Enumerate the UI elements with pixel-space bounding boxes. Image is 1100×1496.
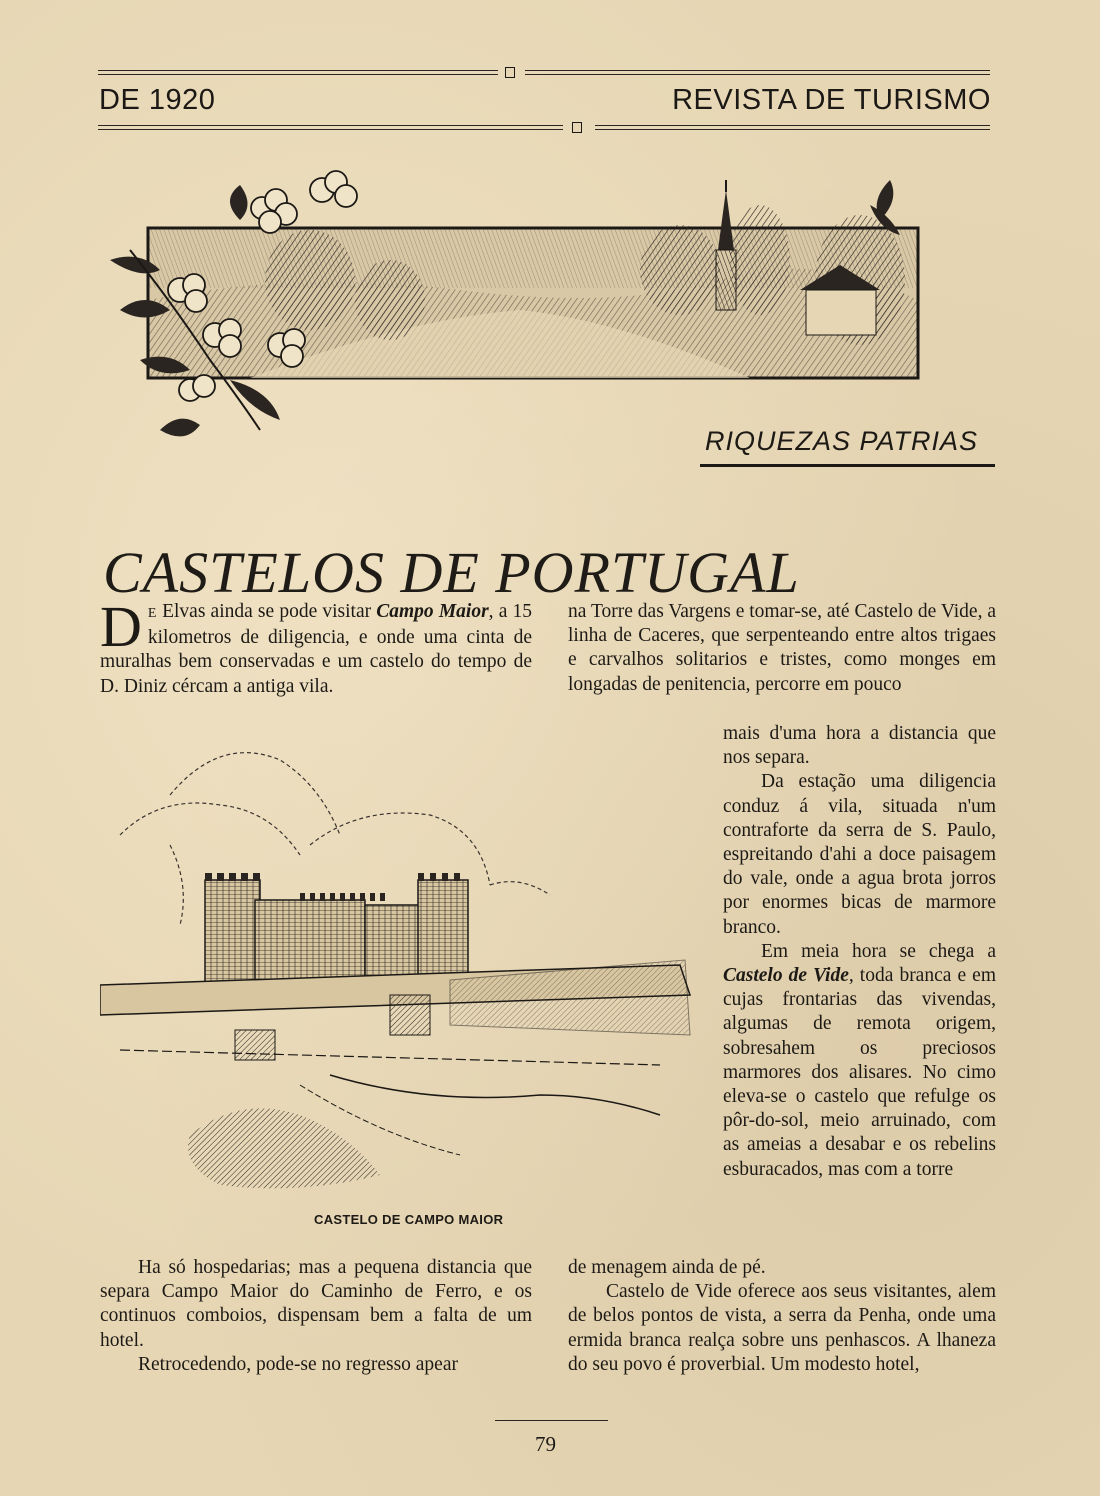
paragraph-text: , toda branca e em cujas frontarias das vivendas, algumas de remota origem, sobresahem os preciosos marmores dos alisares. No cimo eleva-se o castelo que refulge os pôr-do-sol, meio arruinado, com as ameias a desabar e os rebelins esburacados, mas com a torre xyxy=(723,965,996,1180)
header-magazine-name: REVISTA DE TURISMO xyxy=(672,84,991,116)
header-ornament-square xyxy=(572,122,582,133)
header-bottom-rule-left xyxy=(98,125,563,130)
paragraph-retrocedendo: Retrocedendo, pode-se no regresso apear xyxy=(138,1353,458,1375)
right-column-bottom xyxy=(568,1256,996,1377)
header-bottom-rule-right xyxy=(595,125,990,130)
header-top-rule-left xyxy=(98,70,498,75)
paragraph-hospedarias: Ha só hospedarias; mas a pequena distancia que separa Campo Maior do Caminho de Ferro, e os continuos comboios, dispensam bem a falta de um hotel. xyxy=(100,1257,532,1351)
paragraph-text: , a 15 kilometros de diligencia, e onde uma cinta de muralhas bem conservadas e um castelo do tempo de D. Diniz cércam a antiga vila. xyxy=(100,601,532,697)
paragraph-menagem: de menagem ainda de pé. xyxy=(568,1257,766,1278)
header-top-rule-right xyxy=(525,70,990,75)
section-title: RIQUEZAS PATRIAS xyxy=(705,426,979,456)
castle-of-campo-maior-illustration xyxy=(100,735,695,1205)
figure-caption: CASTELO DE CAMPO MAIOR xyxy=(314,1212,504,1227)
landscape-banner-illustration xyxy=(100,160,920,465)
dropcap-letter: D xyxy=(100,594,142,659)
paragraph-text: Elvas ainda se pode visitar xyxy=(156,601,377,622)
header-date: DE 1920 xyxy=(99,84,216,116)
left-column-top xyxy=(100,594,532,699)
page-number: 79 xyxy=(535,1432,556,1456)
paragraph-estacao: Da estação uma diligencia conduz á vila, situada n'um contraforte da serra de S. Paulo, espreitando d'ahi a doce paisagem do vale, onde a agua brota jorros por enormes bicas de marmore branco. xyxy=(723,771,996,938)
paragraph-castelo-vide xyxy=(723,940,996,1182)
paragraph-oferece: Castelo de Vide oferece aos seus visitantes, alem de belos pontos de vista, a serra da Penha, onde uma ermida branca realça sobre uns penhascos. A lhaneza do seu povo é proverbial. Um modesto hotel, xyxy=(568,1281,996,1375)
paragraph-distancia: mais d'uma hora a distancia que nos separa. xyxy=(723,723,996,769)
section-title-underline xyxy=(700,464,995,467)
paragraph-intro xyxy=(100,594,532,699)
footer-rule xyxy=(495,1420,608,1421)
place-name-emphasis: Castelo de Vide xyxy=(723,965,849,987)
article-title: CASTELOS DE PORTUGAL xyxy=(103,539,800,605)
small-caps-letter: E xyxy=(147,606,157,621)
paragraph-torre-vargens: na Torre das Vargens e tomar-se, até Castelo de Vide, a linha de Caceres, que serpenteando entre altos trigaes e carvalhos solitarios e tristes, como monges em longadas de penitencia, percorre em pouco xyxy=(568,601,996,695)
header-ornament-square xyxy=(505,67,515,78)
paragraph-text: Em meia hora se chega a xyxy=(761,940,996,962)
right-column-narrow xyxy=(723,722,996,1182)
left-column-bottom xyxy=(100,1256,532,1377)
place-name-emphasis: Campo Maior xyxy=(376,601,489,622)
right-column-top xyxy=(568,600,996,697)
